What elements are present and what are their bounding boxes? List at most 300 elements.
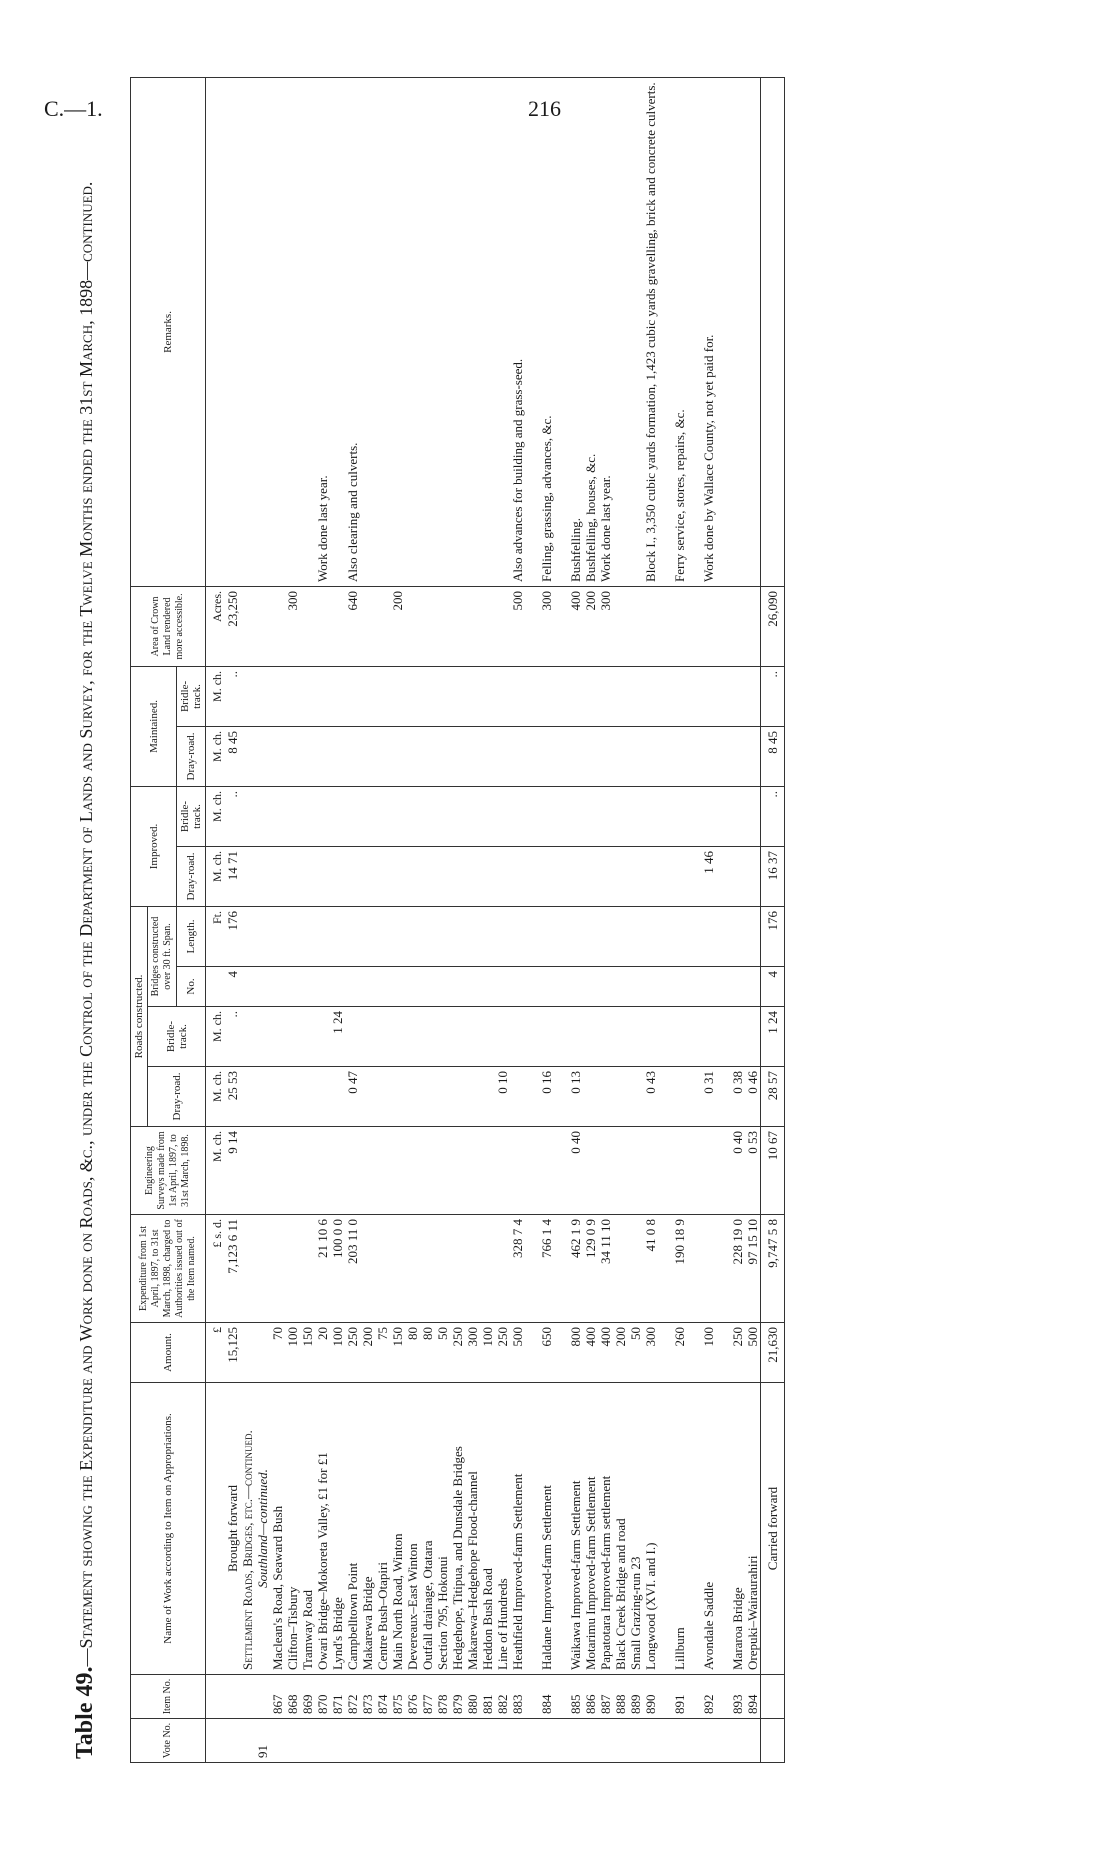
row-improved-dray (480, 846, 495, 906)
row-roads-bridle (539, 1007, 554, 1067)
row-expenditure: 97 15 10 (745, 1215, 761, 1323)
cf-amount: 21,630 (761, 1323, 785, 1383)
row-remarks (300, 77, 315, 586)
row-work-name: Section 795, Hokonui (435, 1383, 450, 1675)
row-work-name: Papatotara Improved-farm settlement (598, 1383, 613, 1675)
row-maintained-dray (270, 726, 285, 786)
row-maintained-bridle (345, 666, 360, 726)
row-improved-bridle (390, 786, 405, 846)
row-bridges-no (435, 967, 450, 1007)
section-heading: Settlement Roads, Bridges, etc.—continued. (240, 1383, 255, 1675)
row-remarks (360, 77, 375, 586)
header-roads-constructed: Roads constructed. (131, 906, 148, 1126)
header-maintained-dray: Dray-road. (177, 726, 206, 786)
row-bridges-no (598, 967, 613, 1007)
section-sub-row (255, 77, 270, 1762)
vote-cell (628, 1719, 643, 1763)
cf-dray: 28 57 (761, 1067, 785, 1127)
table-row (330, 77, 345, 1762)
vote-cell (495, 1719, 510, 1763)
row-roads-bridle (568, 1007, 583, 1067)
row-bridges-no (510, 967, 525, 1007)
vote-cell (613, 1719, 628, 1763)
row-expenditure (628, 1215, 643, 1323)
row-roads-dray (510, 1067, 525, 1127)
row-remarks (745, 77, 761, 586)
row-expenditure: 21 10 6 (315, 1215, 330, 1323)
unit-surveys: M. ch. (206, 1127, 226, 1215)
vote-cell (435, 1719, 450, 1763)
row-surveys (465, 1127, 480, 1215)
row-roads-bridle (270, 1007, 285, 1067)
vote-cell (285, 1719, 300, 1763)
row-improved-bridle (300, 786, 315, 846)
vote-cell (375, 1719, 390, 1763)
row-area (701, 586, 716, 666)
row-expenditure: 462 1 9 (568, 1215, 583, 1323)
row-roads-dray (270, 1067, 285, 1127)
row-roads-dray: 0 16 (539, 1067, 554, 1127)
row-surveys (330, 1127, 345, 1215)
row-remarks (465, 77, 480, 586)
row-bridges-no (345, 967, 360, 1007)
row-maintained-bridle (330, 666, 345, 726)
bf-area: 23,250 (225, 586, 240, 666)
row-surveys: 0 40 (568, 1127, 583, 1215)
vote-cell (450, 1719, 465, 1763)
row-bridges-length (730, 906, 745, 966)
row-surveys (375, 1127, 390, 1215)
row-amount: 500 (745, 1323, 761, 1383)
row-bridges-length (495, 906, 510, 966)
bf-maintained-bridle: .. (225, 666, 240, 726)
row-roads-bridle (360, 1007, 375, 1067)
row-maintained-dray (613, 726, 628, 786)
vote-cell (745, 1719, 761, 1763)
table-row (613, 77, 628, 1762)
row-spacer (658, 77, 672, 1762)
row-item-number: 876 (405, 1675, 420, 1719)
row-maintained-bridle (730, 666, 745, 726)
row-spacer (716, 77, 730, 1762)
row-improved-bridle (435, 786, 450, 846)
row-area: 640 (345, 586, 360, 666)
row-maintained-dray (568, 726, 583, 786)
row-maintained-dray (300, 726, 315, 786)
row-item-number: 868 (285, 1675, 300, 1719)
row-maintained-dray (345, 726, 360, 786)
vote-cell (480, 1719, 495, 1763)
row-work-name: Hedgehope, Titipua, and Dunsdale Bridges (450, 1383, 465, 1675)
table-row (450, 77, 465, 1762)
row-improved-bridle (568, 786, 583, 846)
row-maintained-dray (510, 726, 525, 786)
row-roads-bridle (345, 1007, 360, 1067)
row-expenditure (390, 1215, 405, 1323)
bf-bridges-length: 176 (225, 906, 240, 966)
cf-area: 26,090 (761, 586, 785, 666)
table-row (390, 77, 405, 1762)
row-surveys (435, 1127, 450, 1215)
row-surveys: 0 53 (745, 1127, 761, 1215)
header-improved-dray: Dray-road. (177, 846, 206, 906)
table-row (360, 77, 375, 1762)
row-item-number: 888 (613, 1675, 628, 1719)
cf-bridges-length: 176 (761, 906, 785, 966)
row-bridges-length (568, 906, 583, 966)
row-item-number: 881 (480, 1675, 495, 1719)
row-improved-dray (330, 846, 345, 906)
row-maintained-dray (745, 726, 761, 786)
row-surveys (628, 1127, 643, 1215)
row-remarks (435, 77, 450, 586)
row-work-name: Mararoa Bridge (730, 1383, 745, 1675)
row-area (480, 586, 495, 666)
brought-forward-row (225, 77, 240, 1762)
row-roads-dray: 0 46 (745, 1067, 761, 1127)
row-expenditure (613, 1215, 628, 1323)
vote-cell (672, 1719, 687, 1763)
row-area (643, 586, 658, 666)
row-roads-dray (480, 1067, 495, 1127)
row-roads-bridle (315, 1007, 330, 1067)
bf-bridle: .. (225, 1007, 240, 1067)
row-maintained-bridle (315, 666, 330, 726)
row-amount: 250 (495, 1323, 510, 1383)
row-roads-dray (390, 1067, 405, 1127)
header-bridges-length: Length. (177, 906, 206, 966)
row-remarks (405, 77, 420, 586)
row-roads-dray (360, 1067, 375, 1127)
bf-dray: 25 53 (225, 1067, 240, 1127)
row-remarks: Work done last year. (315, 77, 330, 586)
row-surveys (345, 1127, 360, 1215)
table-row (300, 77, 315, 1762)
row-maintained-bridle (300, 666, 315, 726)
row-amount: 150 (300, 1323, 315, 1383)
row-roads-bridle (420, 1007, 435, 1067)
row-amount: 70 (270, 1323, 285, 1383)
row-improved-dray (420, 846, 435, 906)
header-item-no: Item No. (131, 1675, 206, 1719)
table-row (285, 77, 300, 1762)
row-surveys (510, 1127, 525, 1215)
row-work-name: Small Grazing-run 23 (628, 1383, 643, 1675)
row-roads-bridle (495, 1007, 510, 1067)
row-roads-dray: 0 47 (345, 1067, 360, 1127)
row-area (420, 586, 435, 666)
row-improved-dray (270, 846, 285, 906)
row-expenditure (450, 1215, 465, 1323)
row-bridges-length (628, 906, 643, 966)
row-surveys (315, 1127, 330, 1215)
row-expenditure (701, 1215, 716, 1323)
row-area (730, 586, 745, 666)
row-maintained-dray (539, 726, 554, 786)
row-item-number: 882 (495, 1675, 510, 1719)
carried-forward-row (761, 77, 785, 1762)
table-row (730, 77, 745, 1762)
row-spacer (687, 77, 701, 1762)
row-roads-dray (465, 1067, 480, 1127)
row-maintained-bridle (480, 666, 495, 726)
row-bridges-length (583, 906, 598, 966)
row-expenditure: 328 7 4 (510, 1215, 525, 1323)
row-work-name: Motarimu Improved-farm Settlement (583, 1383, 598, 1675)
row-surveys (495, 1127, 510, 1215)
header-roads-bridle: Bridle-track. (148, 1007, 206, 1067)
row-roads-bridle (730, 1007, 745, 1067)
bf-amount: 15,125 (225, 1323, 240, 1383)
row-maintained-bridle (628, 666, 643, 726)
row-roads-bridle (598, 1007, 613, 1067)
row-amount: 400 (583, 1323, 598, 1383)
row-maintained-bridle (598, 666, 613, 726)
row-expenditure (300, 1215, 315, 1323)
row-bridges-length (613, 906, 628, 966)
row-surveys (420, 1127, 435, 1215)
row-work-name: Clifton–Tisbury (285, 1383, 300, 1675)
row-surveys (672, 1127, 687, 1215)
row-improved-bridle (672, 786, 687, 846)
row-roads-bridle (435, 1007, 450, 1067)
row-work-name: Devereaux–East Winton (405, 1383, 420, 1675)
row-item-number: 872 (345, 1675, 360, 1719)
row-area (450, 586, 465, 666)
row-bridges-length (643, 906, 658, 966)
row-remarks: Felling, grassing, advances, &c. (539, 77, 554, 586)
row-roads-dray (315, 1067, 330, 1127)
section-subheading: Southland—continued. (255, 1383, 270, 1675)
row-item-number: 886 (583, 1675, 598, 1719)
row-improved-bridle (583, 786, 598, 846)
row-maintained-dray (315, 726, 330, 786)
unit-length: Ft. (206, 906, 226, 966)
row-improved-dray (465, 846, 480, 906)
row-area (330, 586, 345, 666)
row-improved-bridle (613, 786, 628, 846)
vote-cell (390, 1719, 405, 1763)
vote-cell (701, 1719, 716, 1763)
row-item-number: 869 (300, 1675, 315, 1719)
row-roads-bridle (405, 1007, 420, 1067)
row-area: 500 (510, 586, 525, 666)
row-bridges-no (300, 967, 315, 1007)
table-row (375, 77, 390, 1762)
row-amount: 800 (568, 1323, 583, 1383)
row-roads-dray (420, 1067, 435, 1127)
row-improved-dray (628, 846, 643, 906)
row-maintained-dray (672, 726, 687, 786)
row-improved-dray (285, 846, 300, 906)
table-row (701, 77, 716, 1762)
unit-bridle: M. ch. (206, 1007, 226, 1067)
row-improved-bridle (420, 786, 435, 846)
row-maintained-bridle (745, 666, 761, 726)
row-maintained-dray (583, 726, 598, 786)
row-item-number: 867 (270, 1675, 285, 1719)
row-roads-dray (598, 1067, 613, 1127)
row-maintained-dray (730, 726, 745, 786)
row-improved-bridle (330, 786, 345, 846)
row-bridges-length (420, 906, 435, 966)
row-item-number: 893 (730, 1675, 745, 1719)
header-expenditure: Expenditure from 1st April, 1897, to 31st March, 1898, charged to Authorities issued out of the Item named. (131, 1215, 206, 1323)
table-row (510, 77, 525, 1762)
row-roads-dray (435, 1067, 450, 1127)
row-remarks: Bushfelling. (568, 77, 583, 586)
row-expenditure: 190 18 9 (672, 1215, 687, 1323)
row-bridges-no (613, 967, 628, 1007)
bf-improved-bridle: .. (225, 786, 240, 846)
row-remarks: Work done by Wallace County, not yet paid for. (701, 77, 716, 586)
bf-expenditure: 7,123 6 11 (225, 1215, 240, 1323)
row-bridges-length (745, 906, 761, 966)
row-bridges-no (330, 967, 345, 1007)
row-remarks (495, 77, 510, 586)
row-amount: 250 (730, 1323, 745, 1383)
row-amount: 400 (598, 1323, 613, 1383)
row-surveys (613, 1127, 628, 1215)
row-maintained-dray (360, 726, 375, 786)
row-roads-bridle (701, 1007, 716, 1067)
row-amount: 75 (375, 1323, 390, 1383)
row-item-number: 880 (465, 1675, 480, 1719)
row-improved-bridle (643, 786, 658, 846)
row-improved-bridle (510, 786, 525, 846)
row-bridges-no (420, 967, 435, 1007)
row-remarks (480, 77, 495, 586)
row-maintained-bridle (465, 666, 480, 726)
row-area: 200 (583, 586, 598, 666)
row-remarks (613, 77, 628, 586)
row-amount: 50 (435, 1323, 450, 1383)
row-roads-bridle (390, 1007, 405, 1067)
table-row (420, 77, 435, 1762)
row-maintained-dray (285, 726, 300, 786)
row-improved-bridle (730, 786, 745, 846)
table-number: Table 49. (72, 1666, 98, 1759)
row-improved-dray (568, 846, 583, 906)
row-roads-dray (613, 1067, 628, 1127)
table-row (583, 77, 598, 1762)
row-improved-dray (583, 846, 598, 906)
row-improved-bridle (405, 786, 420, 846)
row-maintained-dray (405, 726, 420, 786)
row-roads-dray (330, 1067, 345, 1127)
row-roads-dray (375, 1067, 390, 1127)
row-improved-dray (450, 846, 465, 906)
row-maintained-dray (701, 726, 716, 786)
row-area (465, 586, 480, 666)
vote-cell (360, 1719, 375, 1763)
row-amount: 100 (701, 1323, 716, 1383)
unit-dray: M. ch. (206, 1067, 226, 1127)
row-bridges-length (450, 906, 465, 966)
row-amount: 150 (390, 1323, 405, 1383)
header-remarks: Remarks. (131, 77, 206, 586)
header-name-of-work: Name of Work according to Item on Appropriations. (131, 1383, 206, 1675)
row-area (745, 586, 761, 666)
row-expenditure (420, 1215, 435, 1323)
row-remarks: Also clearing and culverts. (345, 77, 360, 586)
row-maintained-dray (420, 726, 435, 786)
vote-cell (730, 1719, 745, 1763)
row-maintained-dray (450, 726, 465, 786)
row-area: 300 (598, 586, 613, 666)
cf-bridges-no: 4 (761, 967, 785, 1007)
row-improved-bridle (745, 786, 761, 846)
row-amount: 200 (360, 1323, 375, 1383)
row-area (300, 586, 315, 666)
row-item-number: 879 (450, 1675, 465, 1719)
row-remarks: Block I., 3,350 cubic yards formation, 1,423 cubic yards gravelling, brick and concrete culverts. (643, 77, 658, 586)
row-area: 400 (568, 586, 583, 666)
row-bridges-no (315, 967, 330, 1007)
row-item-number: 877 (420, 1675, 435, 1719)
row-bridges-no (360, 967, 375, 1007)
row-roads-bridle (613, 1007, 628, 1067)
row-maintained-bridle (450, 666, 465, 726)
row-improved-dray (375, 846, 390, 906)
row-item-number: 885 (568, 1675, 583, 1719)
row-surveys (390, 1127, 405, 1215)
unit-improved-dray: M. ch. (206, 846, 226, 906)
row-roads-bridle (583, 1007, 598, 1067)
header-maintained-bridle: Bridle-track. (177, 666, 206, 726)
row-amount: 500 (510, 1323, 525, 1383)
row-remarks (270, 77, 285, 586)
row-improved-dray (539, 846, 554, 906)
row-item-number: 874 (375, 1675, 390, 1719)
row-expenditure (465, 1215, 480, 1323)
row-expenditure: 100 0 0 (330, 1215, 345, 1323)
header-maintained: Maintained. (131, 666, 177, 786)
row-spacer (554, 77, 568, 1762)
row-improved-dray: 1 46 (701, 846, 716, 906)
row-bridges-length (330, 906, 345, 966)
rotated-table-sheet (72, 78, 1072, 1763)
row-roads-bridle (465, 1007, 480, 1067)
row-improved-bridle (360, 786, 375, 846)
row-improved-bridle (539, 786, 554, 846)
row-maintained-bridle (420, 666, 435, 726)
table-title (74, 89, 97, 1759)
row-bridges-length (405, 906, 420, 966)
row-improved-bridle (375, 786, 390, 846)
row-improved-dray (315, 846, 330, 906)
row-work-name: Makarewa Bridge (360, 1383, 375, 1675)
carried-forward-label: Carried forward (761, 1383, 785, 1675)
row-amount: 100 (285, 1323, 300, 1383)
row-roads-dray (300, 1067, 315, 1127)
row-work-name: Black Creek Bridge and road (613, 1383, 628, 1675)
row-remarks: Bushfelling, houses, &c. (583, 77, 598, 586)
row-item-number: 875 (390, 1675, 405, 1719)
row-bridges-length (390, 906, 405, 966)
table-row (270, 77, 285, 1762)
row-maintained-bridle (495, 666, 510, 726)
row-work-name: Campbelltown Point (345, 1383, 360, 1675)
row-expenditure (375, 1215, 390, 1323)
row-expenditure (270, 1215, 285, 1323)
row-improved-bridle (495, 786, 510, 846)
row-improved-dray (360, 846, 375, 906)
row-improved-dray (510, 846, 525, 906)
row-item-number: 871 (330, 1675, 345, 1719)
row-roads-dray: 0 43 (643, 1067, 658, 1127)
row-item-number: 889 (628, 1675, 643, 1719)
